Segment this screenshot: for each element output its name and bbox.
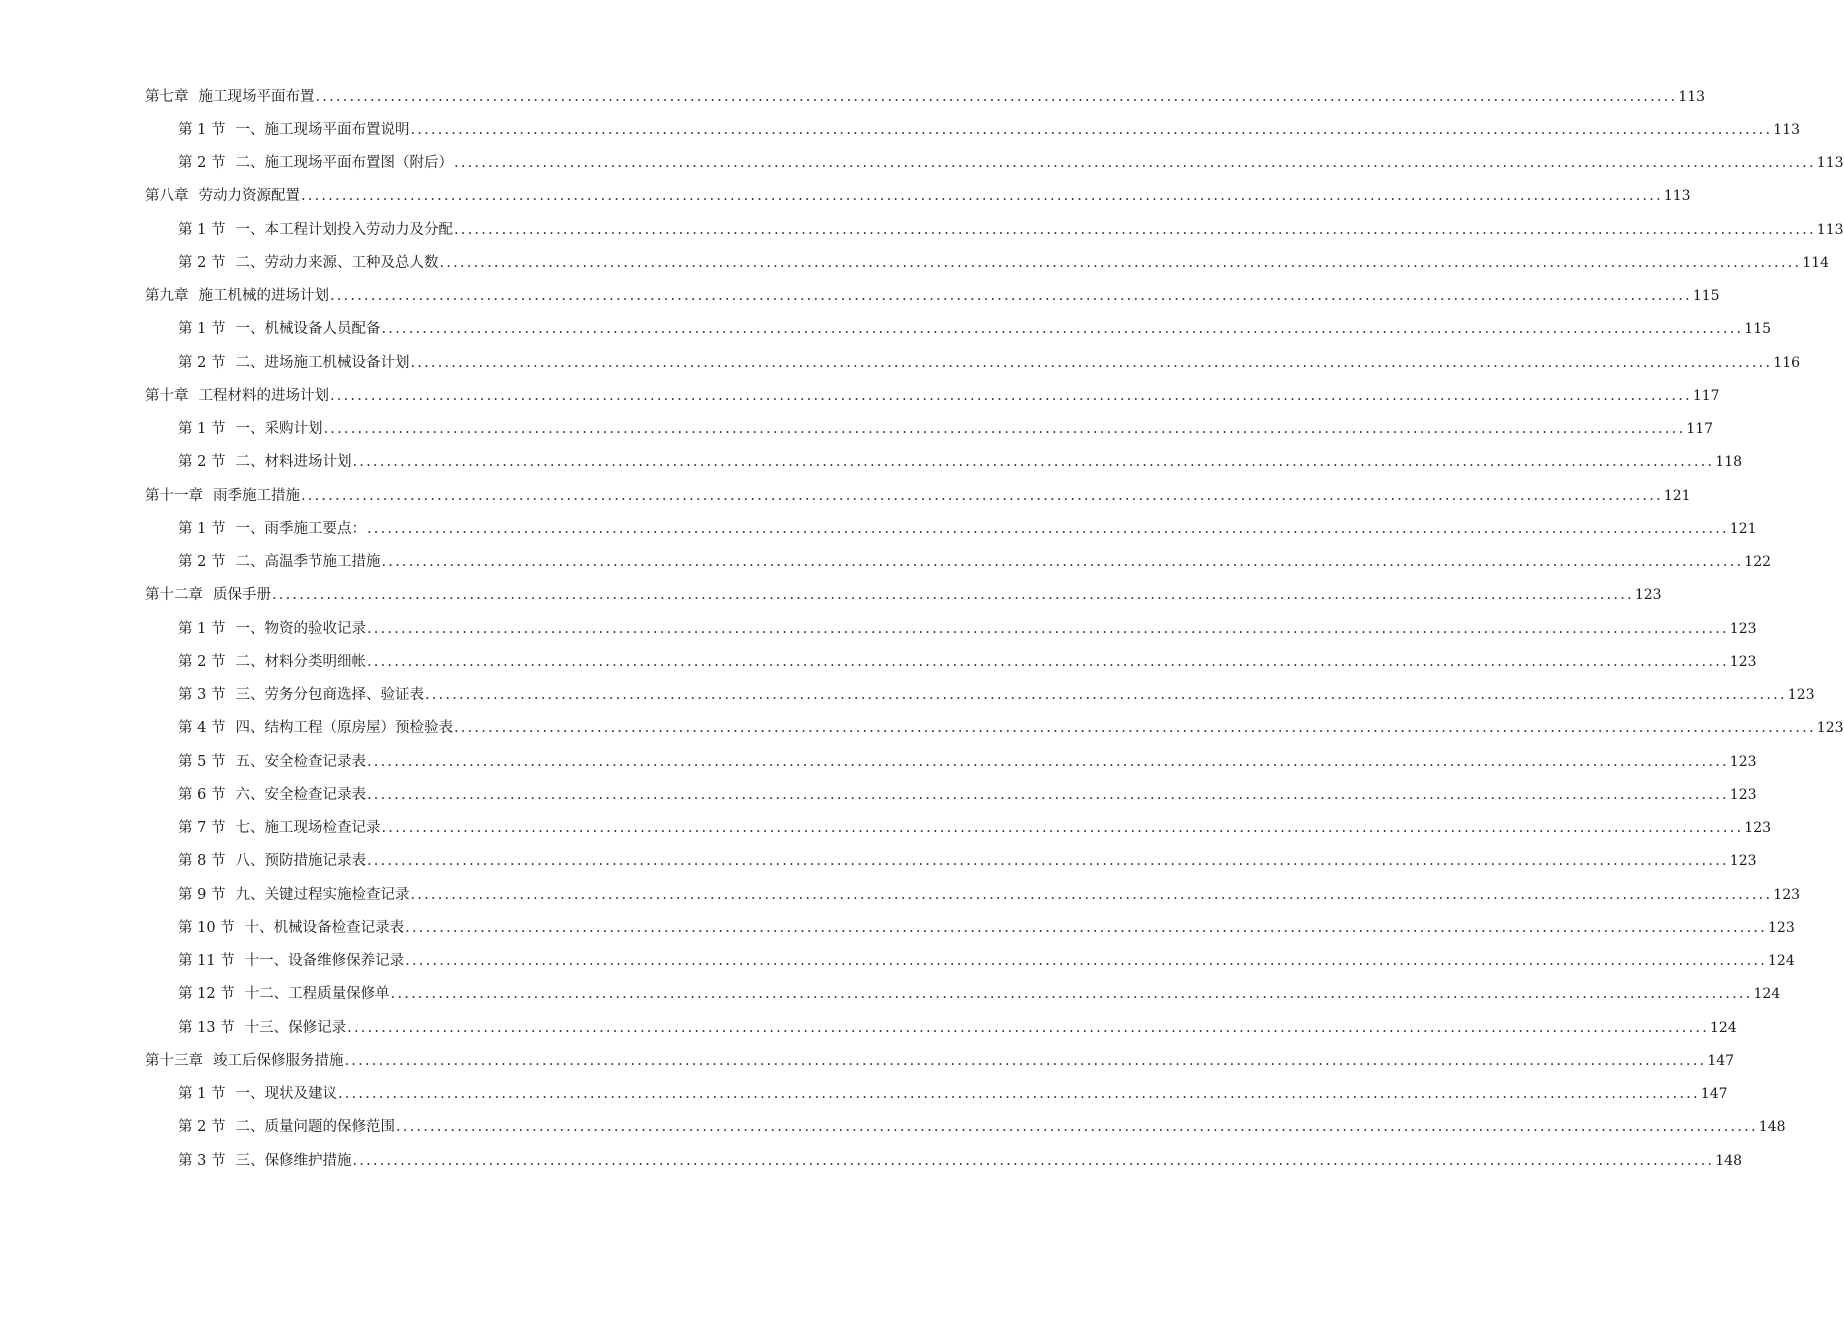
toc-entry-text: [145, 1051, 344, 1071]
toc-entry-number: 第八章: [145, 188, 189, 205]
toc-section-entry[interactable]: [0, 1144, 1743, 1177]
toc-entry-title: 二、材料分类明细帐: [235, 653, 366, 670]
toc-dot-leader: ........................................................................................................................................................................................................: [366, 853, 1729, 870]
toc-entry-number: 第 2 节: [178, 1119, 226, 1136]
toc-entry-title: 二、质量问题的保修范围: [235, 1119, 395, 1136]
toc-dot-leader: ........................................................................................................................................................................................................: [352, 1152, 1715, 1169]
toc-entry-text: [178, 818, 380, 838]
toc-entry-title: 十一、设备维修保养记录: [244, 953, 405, 970]
toc-entry-title: 一、采购计划: [235, 421, 323, 438]
toc-entry-number: 第 4 节: [178, 720, 226, 737]
toc-page-number: 123: [1744, 820, 1772, 837]
toc-section-entry[interactable]: [0, 246, 1830, 279]
toc-entry-text: [178, 319, 380, 339]
toc-dot-leader: ........................................................................................................................................................................................................: [352, 454, 1715, 471]
toc-entry-text: [178, 153, 453, 173]
toc-entry-text: [178, 851, 366, 871]
toc-entry-title: 二、劳动力来源、工种及总人数: [235, 254, 439, 271]
toc-page-number: 124: [1768, 953, 1795, 970]
toc-entry-title: 五、安全检查记录表: [235, 753, 366, 770]
toc-entry-number: 第十三章: [145, 1052, 203, 1069]
toc-entry-title: 四、结构工程（原房屋）预检验表: [235, 720, 453, 737]
toc-dot-leader: ........................................................................................................................................................................................................: [366, 653, 1729, 670]
toc-section-entry[interactable]: [0, 712, 1844, 745]
toc-dot-leader: ........................................................................................................................................................................................................: [453, 720, 1816, 737]
toc-section-entry[interactable]: [0, 113, 1801, 146]
toc-page-number: 123: [1816, 720, 1844, 737]
toc-dot-leader: ........................................................................................................................................................................................................: [344, 1052, 1707, 1069]
toc-entry-title: 二、进场施工机械设备计划: [235, 354, 410, 371]
toc-dot-leader: ........................................................................................................................................................................................................: [410, 121, 1773, 138]
toc-page-number: 123: [1729, 620, 1757, 637]
toc-dot-leader: ........................................................................................................................................................................................................: [381, 554, 1744, 571]
toc-entry-text: [178, 220, 453, 240]
toc-entry-title: 二、材料进场计划: [235, 454, 352, 471]
toc-entry-title: 十二、工程质量保修单: [244, 986, 390, 1003]
toc-entry-number: 第七章: [145, 88, 189, 105]
toc-entry-title: 一、雨季施工要点：: [235, 520, 366, 537]
toc-dot-leader: ........................................................................................................................................................................................................: [347, 1019, 1709, 1036]
toc-dot-leader: ........................................................................................................................................................................................................: [410, 886, 1773, 903]
toc-entry-number: 第 3 节: [178, 1152, 226, 1169]
toc-dot-leader: ........................................................................................................................................................................................................: [315, 88, 1678, 105]
toc-dot-leader: ........................................................................................................................................................................................................: [330, 387, 1692, 404]
toc-dot-leader: ........................................................................................................................................................................................................: [395, 1119, 1758, 1136]
toc-section-entry[interactable]: [0, 878, 1801, 911]
toc-chapter-entry[interactable]: [0, 379, 1720, 412]
toc-entry-title: 三、保修维护措施: [235, 1152, 352, 1169]
toc-entry-title: 九、关键过程实施检查记录: [235, 886, 410, 903]
toc-entry-title: 竣工后保修服务措施: [213, 1052, 344, 1069]
toc-entry-text: [178, 552, 380, 572]
toc-entry-number: 第 13 节: [178, 1019, 235, 1036]
toc-entry-title: 六、安全检查记录表: [235, 786, 366, 803]
toc-entry-number: 第 9 节: [178, 886, 226, 903]
toc-entry-title: 十、机械设备检查记录表: [244, 919, 405, 936]
toc-entry-text: [178, 951, 404, 971]
toc-section-entry[interactable]: [0, 546, 1772, 579]
toc-page-number: 147: [1700, 1086, 1728, 1103]
toc-page-number: 148: [1715, 1152, 1743, 1169]
toc-entry-text: [178, 452, 351, 472]
toc-dot-leader: ........................................................................................................................................................................................................: [366, 620, 1729, 637]
toc-section-entry[interactable]: [0, 446, 1743, 479]
toc-entry-text: [178, 885, 409, 905]
toc-page-number: 123: [1634, 587, 1662, 604]
toc-entry-text: [145, 386, 329, 406]
toc-entry-text: [178, 1084, 337, 1104]
toc-entry-title: 质保手册: [213, 587, 271, 604]
toc-entry-number: 第 2 节: [178, 653, 226, 670]
toc-section-entry[interactable]: [0, 1011, 1737, 1044]
toc-section-entry[interactable]: [0, 313, 1772, 346]
toc-page-number: 115: [1744, 321, 1772, 338]
toc-entry-number: 第 7 节: [178, 820, 226, 837]
toc-section-entry[interactable]: [0, 413, 1714, 446]
toc-entry-number: 第 1 节: [178, 520, 226, 537]
toc-page-number: 123: [1773, 886, 1801, 903]
toc-entry-number: 第 3 节: [178, 687, 226, 704]
toc-entry-text: [178, 718, 453, 738]
toc-section-entry[interactable]: [0, 745, 1757, 778]
toc-dot-leader: ........................................................................................................................................................................................................: [301, 487, 1663, 504]
toc-entry-number: 第 12 节: [178, 986, 235, 1003]
toc-entry-number: 第 2 节: [178, 454, 226, 471]
toc-entry-number: 第 1 节: [178, 620, 226, 637]
toc-chapter-entry[interactable]: [0, 80, 1706, 113]
toc-section-entry[interactable]: [0, 346, 1801, 379]
toc-entry-number: 第 1 节: [178, 321, 226, 338]
toc-page-number: 118: [1715, 454, 1743, 471]
toc-entry-text: [178, 1151, 351, 1171]
toc-dot-leader: ........................................................................................................................................................................................................: [337, 1086, 1700, 1103]
toc-entry-title: 施工现场平面布置: [198, 88, 315, 105]
toc-entry-number: 第 10 节: [178, 919, 235, 936]
toc-dot-leader: ........................................................................................................................................................................................................: [410, 354, 1773, 371]
toc-dot-leader: ........................................................................................................................................................................................................: [405, 919, 1767, 936]
toc-page-number: 123: [1729, 786, 1757, 803]
toc-entry-title: 七、施工现场检查记录: [235, 820, 381, 837]
toc-section-entry[interactable]: [0, 147, 1844, 180]
toc-entry-number: 第 2 节: [178, 554, 226, 571]
toc-dot-leader: ........................................................................................................................................................................................................: [390, 986, 1753, 1003]
toc-section-entry[interactable]: [0, 845, 1757, 878]
toc-chapter-entry[interactable]: [0, 479, 1691, 512]
toc-dot-leader: ........................................................................................................................................................................................................: [366, 753, 1729, 770]
toc-page-number: 113: [1816, 221, 1844, 238]
toc-page-number: 123: [1729, 853, 1757, 870]
toc-page-number: 148: [1758, 1119, 1786, 1136]
toc-entry-number: 第 1 节: [178, 1086, 226, 1103]
toc-page-number: 121: [1729, 520, 1757, 537]
toc-page-number: 113: [1816, 155, 1844, 172]
toc-dot-leader: ........................................................................................................................................................................................................: [323, 421, 1686, 438]
toc-entry-title: 一、现状及建议: [235, 1086, 337, 1103]
toc-entry-number: 第 6 节: [178, 786, 226, 803]
toc-page-number: 123: [1729, 753, 1757, 770]
toc-entry-text: [178, 752, 366, 772]
toc-page-number: 116: [1773, 354, 1801, 371]
toc-dot-leader: ........................................................................................................................................................................................................: [272, 587, 1634, 604]
toc-entry-number: 第 2 节: [178, 254, 226, 271]
toc-page-number: 117: [1692, 387, 1720, 404]
toc-entry-title: 劳动力资源配置: [198, 188, 300, 205]
toc-dot-leader: ........................................................................................................................................................................................................: [439, 254, 1802, 271]
toc-chapter-entry[interactable]: [0, 579, 1662, 612]
toc-chapter-entry[interactable]: [0, 180, 1691, 213]
toc-entry-text: [145, 286, 329, 306]
toc-dot-leader: ........................................................................................................................................................................................................: [330, 288, 1692, 305]
toc-entry-number: 第十一章: [145, 487, 203, 504]
toc-entry-number: 第九章: [145, 288, 189, 305]
toc-section-entry[interactable]: [0, 945, 1795, 978]
toc-dot-leader: ........................................................................................................................................................................................................: [424, 687, 1787, 704]
table-of-contents: [0, 80, 1844, 1177]
toc-entry-number: 第 2 节: [178, 155, 226, 172]
toc-chapter-entry[interactable]: [0, 280, 1720, 313]
toc-dot-leader: ........................................................................................................................................................................................................: [453, 221, 1816, 238]
toc-section-entry[interactable]: [0, 1078, 1728, 1111]
toc-chapter-entry[interactable]: [0, 1044, 1735, 1077]
toc-dot-leader: ........................................................................................................................................................................................................: [366, 786, 1729, 803]
toc-page-number: 115: [1692, 288, 1720, 305]
toc-entry-text: [145, 87, 315, 107]
toc-dot-leader: ........................................................................................................................................................................................................: [301, 188, 1663, 205]
toc-page-number: 117: [1686, 421, 1714, 438]
toc-entry-title: 八、预防措施记录表: [235, 853, 366, 870]
toc-entry-text: [178, 918, 404, 938]
toc-entry-title: 十三、保修记录: [244, 1019, 347, 1036]
toc-section-entry[interactable]: [0, 645, 1757, 678]
toc-entry-text: [178, 353, 409, 373]
toc-entry-text: [178, 519, 366, 539]
toc-section-entry[interactable]: [0, 679, 1815, 712]
toc-dot-leader: ........................................................................................................................................................................................................: [366, 520, 1729, 537]
toc-entry-title: 一、施工现场平面布置说明: [235, 121, 410, 138]
toc-page-number: 121: [1663, 487, 1691, 504]
toc-entry-number: 第 8 节: [178, 853, 226, 870]
toc-entry-text: [145, 585, 271, 605]
toc-page-number: 124: [1753, 986, 1781, 1003]
toc-entry-title: 工程材料的进场计划: [198, 387, 329, 404]
toc-entry-number: 第十章: [145, 387, 189, 404]
toc-entry-text: [178, 419, 322, 439]
toc-page-number: 124: [1710, 1019, 1737, 1036]
toc-page-number: 147: [1707, 1052, 1735, 1069]
toc-page-number: 123: [1729, 653, 1757, 670]
toc-entry-title: 一、物资的验收记录: [235, 620, 366, 637]
toc-page-number: 113: [1773, 121, 1801, 138]
toc-entry-title: 三、劳务分包商选择、验证表: [235, 687, 424, 704]
toc-page-number: 123: [1768, 919, 1795, 936]
toc-entry-number: 第 1 节: [178, 121, 226, 138]
toc-dot-leader: ........................................................................................................................................................................................................: [453, 155, 1816, 172]
toc-entry-text: [145, 186, 300, 206]
toc-section-entry[interactable]: [0, 978, 1781, 1011]
toc-entry-text: [178, 984, 390, 1004]
toc-page-number: 122: [1744, 554, 1772, 571]
toc-entry-title: 施工机械的进场计划: [198, 288, 329, 305]
toc-section-entry[interactable]: [0, 1111, 1786, 1144]
toc-page-number: 113: [1678, 88, 1706, 105]
toc-entry-text: [178, 785, 366, 805]
toc-entry-title: 雨季施工措施: [213, 487, 300, 504]
toc-entry-text: [145, 486, 300, 506]
toc-dot-leader: ........................................................................................................................................................................................................: [405, 953, 1767, 970]
toc-entry-title: 二、施工现场平面布置图（附后）: [235, 155, 453, 172]
toc-entry-text: [178, 652, 366, 672]
toc-page-number: 123: [1787, 687, 1815, 704]
toc-entry-text: [178, 253, 438, 273]
toc-entry-text: [178, 1018, 346, 1038]
toc-entry-title: 一、本工程计划投入劳动力及分配: [235, 221, 453, 238]
toc-entry-title: 二、高温季节施工措施: [235, 554, 381, 571]
toc-entry-number: 第 2 节: [178, 354, 226, 371]
toc-section-entry[interactable]: [0, 512, 1757, 545]
toc-section-entry[interactable]: [0, 812, 1772, 845]
toc-entry-number: 第 1 节: [178, 421, 226, 438]
toc-section-entry[interactable]: [0, 778, 1757, 811]
toc-section-entry[interactable]: [0, 612, 1757, 645]
toc-page-number: 113: [1663, 188, 1691, 205]
toc-dot-leader: ........................................................................................................................................................................................................: [381, 820, 1744, 837]
toc-dot-leader: ........................................................................................................................................................................................................: [381, 321, 1744, 338]
toc-entry-text: [178, 1117, 395, 1137]
toc-section-entry[interactable]: [0, 911, 1795, 944]
toc-section-entry[interactable]: [0, 213, 1844, 246]
toc-entry-text: [178, 685, 424, 705]
toc-entry-number: 第十二章: [145, 587, 203, 604]
toc-entry-number: 第 1 节: [178, 221, 226, 238]
toc-entry-number: 第 11 节: [178, 953, 235, 970]
toc-entry-title: 一、机械设备人员配备: [235, 321, 381, 338]
toc-entry-text: [178, 120, 409, 140]
toc-page-number: 114: [1802, 254, 1830, 271]
toc-entry-number: 第 5 节: [178, 753, 226, 770]
toc-entry-text: [178, 619, 366, 639]
